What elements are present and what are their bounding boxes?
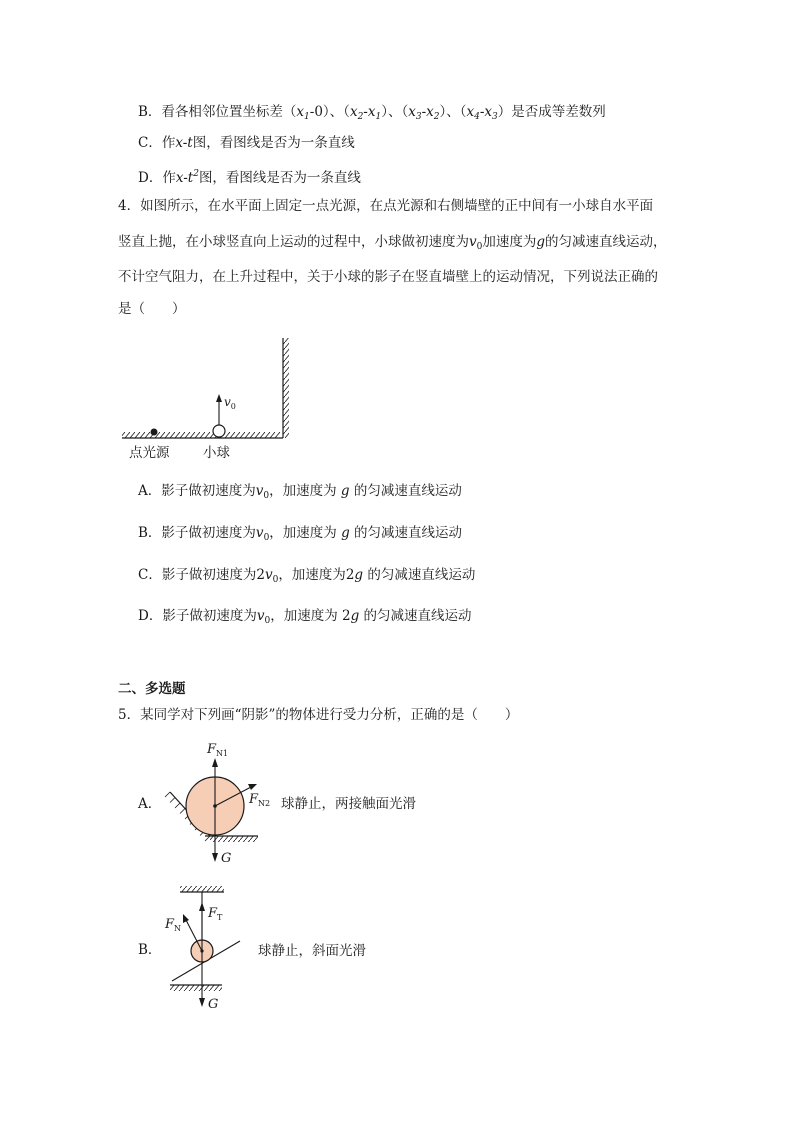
- force-g-label-a: G: [221, 851, 232, 866]
- q4-option-a[interactable]: A．影子做初速度为$v_0$，加速度为 g 的匀减速直线运动: [138, 483, 462, 501]
- v0-label: $v_0$: [224, 395, 236, 411]
- force-g-label-b: G: [208, 997, 219, 1012]
- floor-hatching-b: [170, 985, 222, 991]
- force-g-arrowhead-b: [199, 998, 205, 1007]
- q4-option-c[interactable]: C．影子做初速度为$2v_0$，加速度为2g 的匀减速直线运动: [138, 567, 476, 585]
- q3-option-c[interactable]: C．作x-t图，看图线是否为一条直线: [138, 135, 355, 151]
- q4-stem-line1: 4．如图所示，在水平面上固定一点光源，在点光源和右侧墙壁的正中间有一小球自水平面: [118, 198, 654, 214]
- q4-stem-line4: 是（ ）: [118, 301, 186, 317]
- section-title-multiple-choice: 二、多选题: [118, 681, 186, 697]
- force-ft-label: $F_T$: [208, 906, 223, 922]
- q5-stem: 5．某同学对下列画“阴影”的物体进行受力分析，正确的是（ ）: [118, 707, 519, 723]
- q4-option-d[interactable]: D．影子做初速度为$v_0$，加速度为 2g 的匀减速直线运动: [138, 608, 472, 626]
- q3-option-b[interactable]: B．看各相邻位置坐标差$(x_1-0)$、$(x_2-x_1)$、$(x_3-x_2)$、$(x_4-x_3)$是否成等差数列: [138, 104, 606, 122]
- force-fn-arrowhead: [183, 914, 189, 923]
- force-ft-arrowhead: [199, 902, 205, 911]
- force-fn1-label: $F_{N1}$: [207, 742, 229, 758]
- q5-option-a-label[interactable]: A．: [138, 796, 162, 812]
- q4-stem-line2: 竖直上抛，在小球竖直向上运动的过程中，小球做初速度为$v_0$加速度为g的匀减速直线运动，: [118, 234, 667, 252]
- q5-option-b-label[interactable]: B．: [138, 942, 162, 958]
- ball-label: 小球: [203, 445, 230, 461]
- ceiling-hatching: [180, 886, 224, 892]
- q4-option-b[interactable]: B．影子做初速度为$v_0$，加速度为 g 的匀减速直线运动: [138, 525, 463, 543]
- light-source-label: 点光源: [129, 445, 170, 461]
- force-fn2-label: $F_{N2}$: [249, 792, 271, 808]
- q4-stem-line3: 不计空气阻力，在上升过程中，关于小球的影子在竖直墙壁上的运动情况，下列说法正确的: [118, 269, 658, 285]
- force-fn-label: $F_N$: [165, 917, 182, 933]
- q3-option-d[interactable]: D．作$x-t^2$图，看图线是否为一条直线: [138, 169, 361, 186]
- q5-b-note: 球静止，斜面光滑: [258, 943, 366, 959]
- q5-a-note: 球静止，两接触面光滑: [281, 796, 416, 812]
